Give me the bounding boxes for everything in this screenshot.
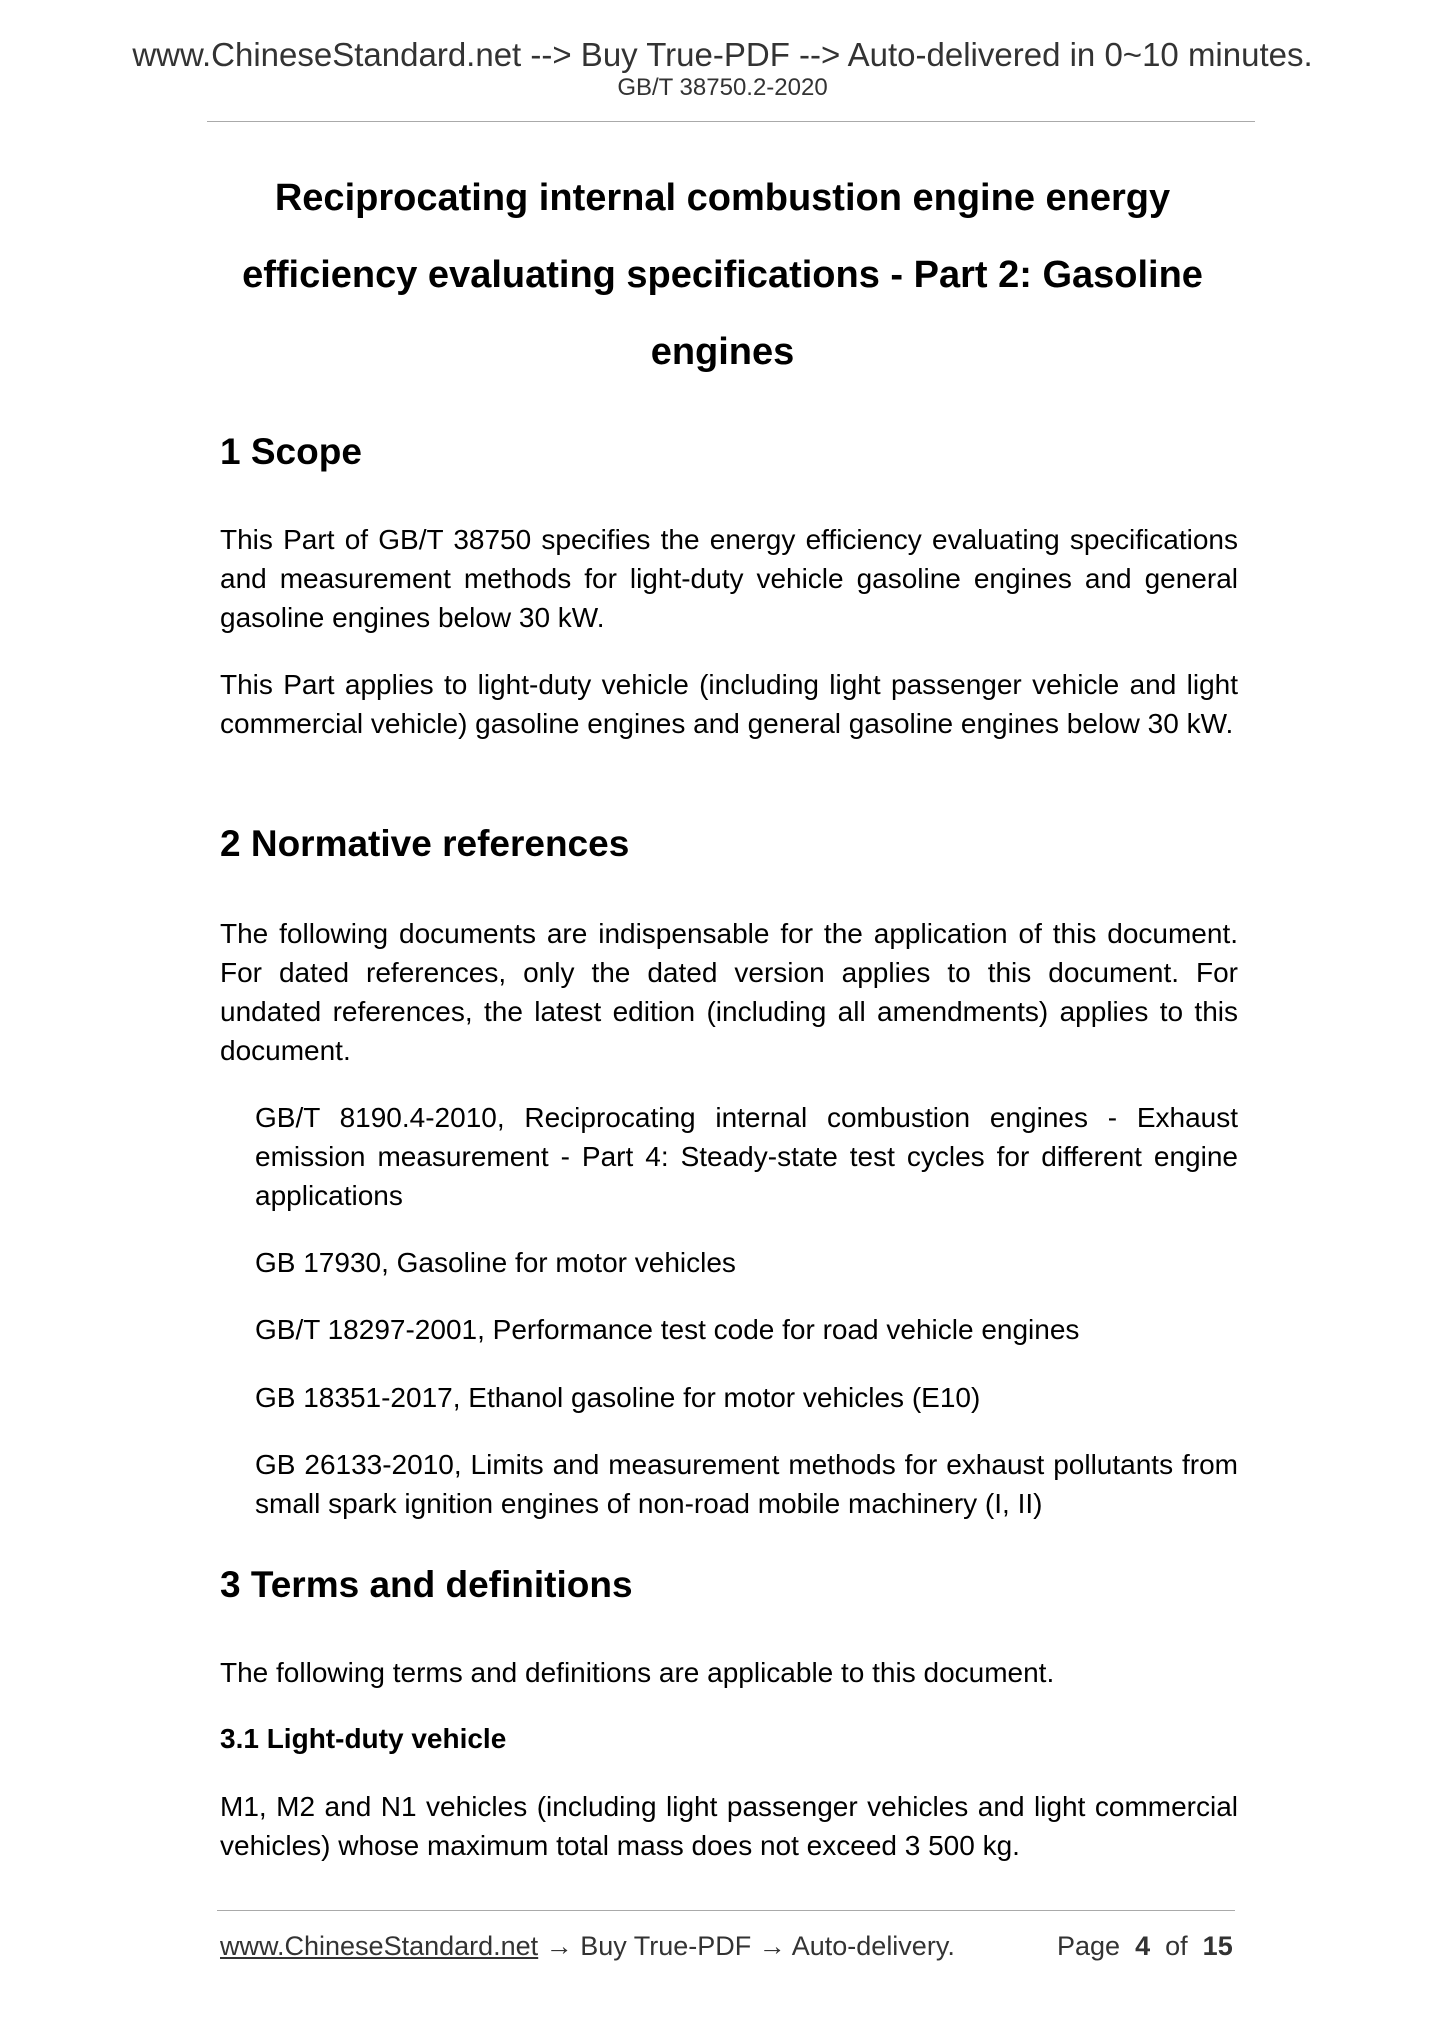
scope-paragraph-1: This Part of GB/T 38750 specifies the energy efficiency evaluating specifications and measurement methods for light-duty vehicle gasoline engines and general gasoline engines below 30 kW. [220, 524, 1238, 633]
footer-divider [217, 1910, 1235, 1911]
section-2-heading: 2 Normative references [220, 823, 630, 864]
document-id: GB/T 38750.2-2020 [617, 74, 828, 101]
reference-item: GB/T 8190.4-2010, Reciprocating internal combustion engines - Exhaust emission measurement - Part 4: Steady-state test cycles for different engine applications [255, 1102, 1238, 1211]
header-divider [207, 121, 1255, 122]
footer-promo-text: → Buy True-PDF → Auto-delivery. [538, 1931, 955, 1961]
page-label: Page [1057, 1931, 1121, 1961]
term-3-1-definition: M1, M2 and N1 vehicles (including light passenger vehicles and light commercial vehicles) whose maximum total mass does not exceed 3 500 kg. [220, 1791, 1238, 1861]
section-3-heading: 3 Terms and definitions [220, 1564, 633, 1605]
term-3-1-heading: 3.1 Light-duty vehicle [220, 1723, 507, 1754]
footer-site-link[interactable]: www.ChineseStandard.net [220, 1931, 539, 1961]
section-1-heading: 1 Scope [220, 431, 362, 472]
footer-promo [220, 1930, 955, 1962]
reference-item: GB 26133-2010, Limits and measurement methods for exhaust pollutants from small spark ignition engines of non-road mobile machinery (I, II) [255, 1449, 1238, 1519]
title-line-1: Reciprocating internal combustion engine energy [274, 177, 1171, 219]
header-banner: www.ChineseStandard.net --> Buy True-PDF --> Auto-delivered in 0~10 minutes. [132, 36, 1313, 73]
page-of-label: of [1165, 1931, 1188, 1961]
title-line-2: efficiency evaluating specifications - Part 2: Gasoline [242, 254, 1203, 296]
reference-item: GB/T 18297-2001, Performance test code for road vehicle engines [255, 1314, 1080, 1345]
scope-paragraph-2: This Part applies to light-duty vehicle (including light passenger vehicle and light commercial vehicle) gasoline engines and general gasoline engines below 30 kW. [220, 669, 1238, 739]
reference-item: GB 17930, Gasoline for motor vehicles [255, 1247, 736, 1278]
terms-intro: The following terms and definitions are applicable to this document. [220, 1657, 1055, 1688]
page-number: 4 [1135, 1931, 1151, 1961]
references-intro: The following documents are indispensable for the application of this document. For dated references, only the dated version applies to this document. For undated references, the latest edition (including all amendments) applies to this document. [220, 918, 1238, 1066]
document-title [200, 160, 1245, 391]
page-indicator [1057, 1930, 1233, 1962]
reference-item: GB 18351-2017, Ethanol gasoline for motor vehicles (E10) [255, 1382, 981, 1413]
page-total: 15 [1202, 1931, 1233, 1961]
title-line-3: engines [650, 331, 795, 373]
